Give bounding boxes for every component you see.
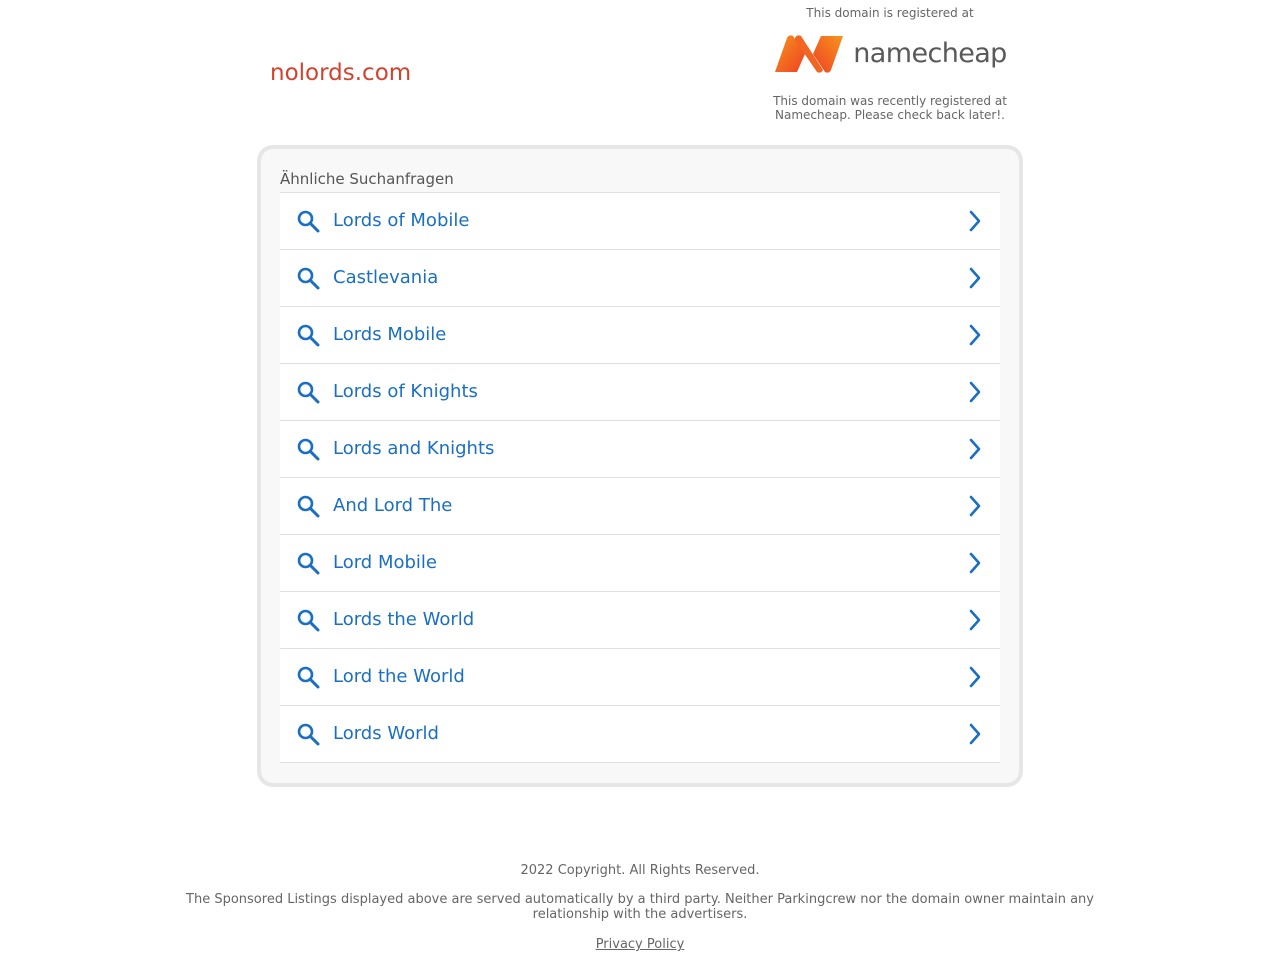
privacy-policy-link[interactable]: Privacy Policy [595, 937, 685, 952]
footer [0, 862, 1280, 953]
namecheap-logo[interactable] [760, 33, 1020, 75]
list-item-label[interactable]: And Lord The [333, 495, 453, 516]
search-icon [296, 380, 320, 404]
copyright-text: 2022 Copyright. All Rights Reserved. [520, 863, 760, 878]
list-item[interactable] [280, 364, 1000, 421]
chevron-right-icon [968, 722, 982, 746]
list-item[interactable] [280, 250, 1000, 307]
chevron-right-icon [968, 494, 982, 518]
list-item-label[interactable]: Lords and Knights [333, 438, 495, 459]
search-icon [296, 494, 320, 518]
list-item-label[interactable]: Lords the World [333, 609, 475, 630]
registrar-box [760, 5, 1020, 122]
list-item-label[interactable]: Lords of Knights [333, 381, 478, 402]
search-icon [296, 437, 320, 461]
list-item-label[interactable]: Lords World [333, 723, 439, 744]
chevron-right-icon [968, 380, 982, 404]
related-searches-panel [257, 145, 1023, 787]
list-item-label[interactable]: Lords Mobile [333, 324, 447, 345]
header [0, 0, 1280, 145]
search-icon [296, 323, 320, 347]
list-item-label[interactable]: Lord the World [333, 666, 465, 687]
chevron-right-icon [968, 551, 982, 575]
list-item[interactable] [280, 706, 1000, 763]
disclaimer-text: The Sponsored Listings displayed above are served automatically by a third party. Neither Parkingcrew nor the domain owner maintain any relationship with the advertisers. [186, 892, 1094, 922]
domain-title: nolords.com [270, 60, 412, 86]
chevron-right-icon [968, 209, 982, 233]
panel-title: Ähnliche Suchanfragen [280, 170, 454, 188]
search-icon [296, 551, 320, 575]
list-item[interactable] [280, 193, 1000, 250]
list-item[interactable] [280, 421, 1000, 478]
chevron-right-icon [968, 608, 982, 632]
list-item[interactable] [280, 649, 1000, 706]
list-item[interactable] [280, 535, 1000, 592]
search-icon [296, 665, 320, 689]
list-item[interactable] [280, 478, 1000, 535]
search-icon [296, 722, 320, 746]
list-item[interactable] [280, 592, 1000, 649]
registrar-note: This domain was recently registered at Namecheap. Please check back later!. [773, 94, 1007, 122]
list-item-label[interactable]: Lords of Mobile [333, 210, 470, 231]
list-item[interactable] [280, 307, 1000, 364]
search-icon [296, 266, 320, 290]
namecheap-wordmark: namecheap [853, 38, 1007, 69]
namecheap-mark-icon [773, 34, 845, 74]
chevron-right-icon [968, 665, 982, 689]
related-searches-list [280, 192, 1000, 763]
list-item-label[interactable]: Lord Mobile [333, 552, 438, 573]
chevron-right-icon [968, 437, 982, 461]
search-icon [296, 608, 320, 632]
chevron-right-icon [968, 323, 982, 347]
chevron-right-icon [968, 266, 982, 290]
registrar-intro: This domain is registered at [806, 6, 974, 20]
list-item-label[interactable]: Castlevania [333, 267, 439, 288]
search-icon [296, 209, 320, 233]
